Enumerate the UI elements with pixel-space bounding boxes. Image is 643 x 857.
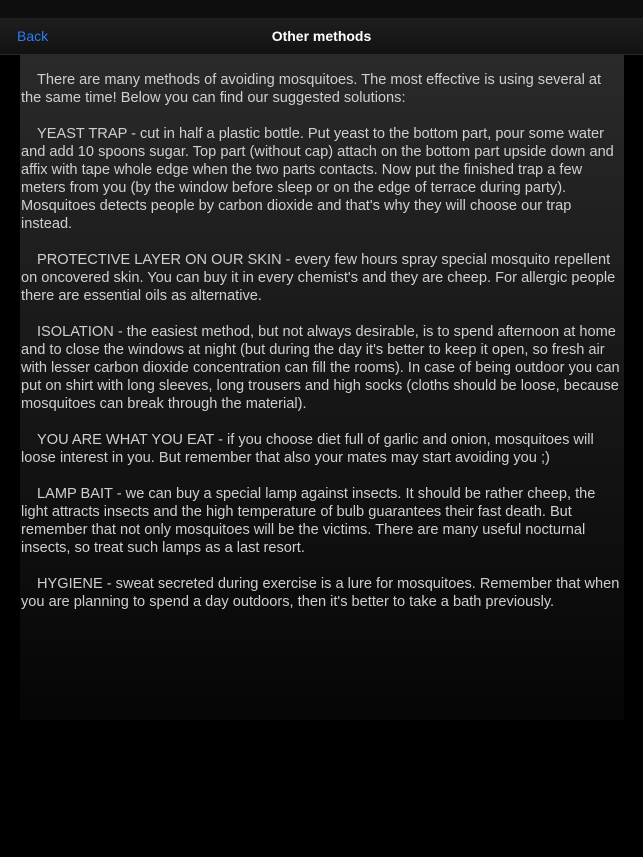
paragraph-hygiene: HYGIENE - sweat secreted during exercise is a lure for mosquitoes. Remember that when you are planning to spend a day outdoors, then it's better to take a bath previously. (21, 576, 620, 610)
status-bar (0, 0, 643, 18)
back-button[interactable]: Back (17, 28, 49, 44)
paragraph-isolation: ISOLATION - the easiest method, but not always desirable, is to spend afternoon at home and to close the windows at night (but during the day it's better to keep it open, so fresh air with lesser carbon dioxide concentration can fill the rooms). In case of being outdoor you can put on shirt with long sleeves, long trousers and high socks (cloths should be loose, because mosquitoes can break through the material). (21, 324, 620, 412)
paragraph-yeast-trap: YEAST TRAP - cut in half a plastic bottle. Put yeast to the bottom part, pour some water and add 10 spoons sugar. Top part (without cap) attach on the bottom part upside down and affix with tape whole edge when the two parts contacts. Now put the finished trap a few meters from you (by the window before sleep or on the edge of terrace during party). Mosquitoes detects people by carbon dioxide and that's why they will choose our trap instead. (21, 126, 614, 232)
paragraph-protective-layer: PROTECTIVE LAYER ON OUR SKIN - every few hours spray special mosquito repellent on oncovered skin. You can buy it in every chemist's and they are cheep. For allergic people there are essential oils as alternative. (21, 252, 616, 304)
paragraph-diet: YOU ARE WHAT YOU EAT - if you choose diet full of garlic and onion, mosquitoes will loose interest in you. But remember that also your mates may start avoiding you ;) (21, 432, 594, 466)
page-title: Other methods (271, 28, 372, 44)
paragraph-intro: There are many methods of avoiding mosquitoes. The most effective is using several at the same time! Below you can find our suggested solutions: (21, 72, 602, 106)
navigation-bar (0, 18, 643, 55)
paragraph-lamp-bait: LAMP BAIT - we can buy a special lamp against insects. It should be rather cheep, the light attracts insects and the high temperature of bulb guarantees their fast death. But remember that not only mosquitoes will be the victims. There are many useful nocturnal insects, so treat such lamps as a last resort. (21, 486, 596, 556)
article-text[interactable] (21, 71, 623, 629)
